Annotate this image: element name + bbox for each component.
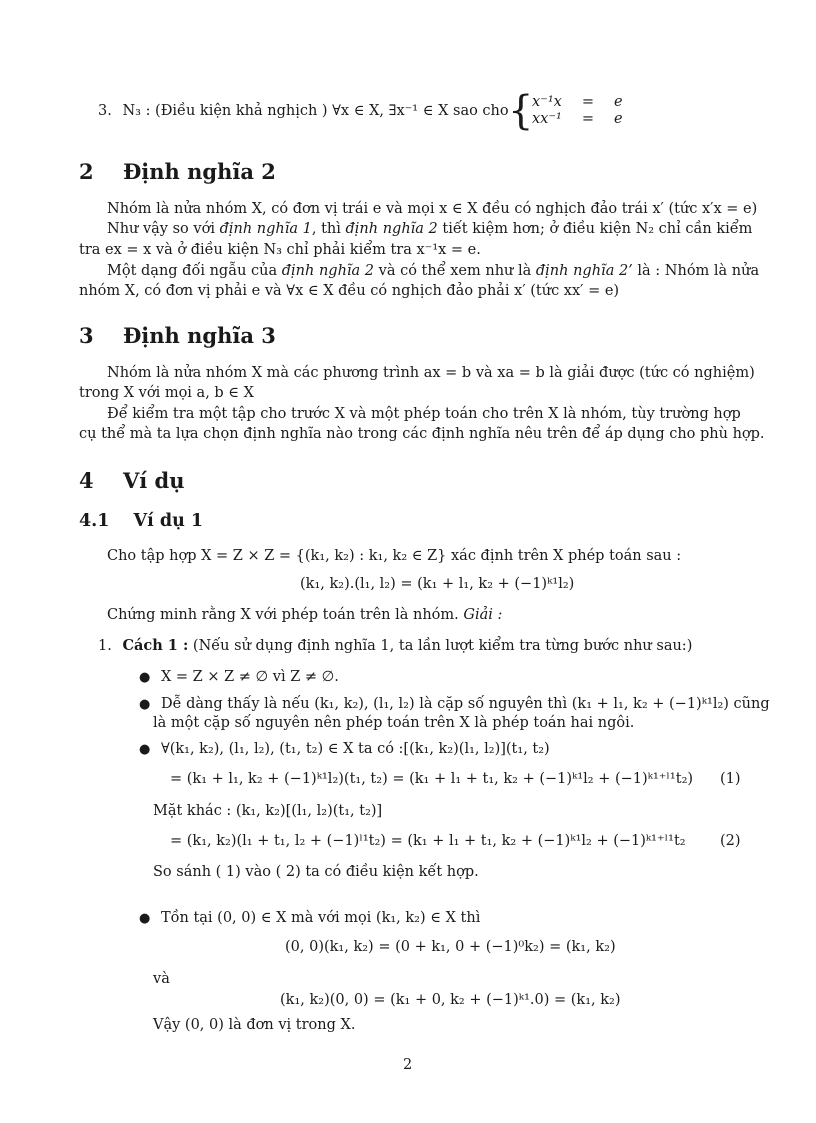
method-1 (98, 636, 692, 656)
equation-1-tag: (1) (720, 771, 741, 787)
section-3-p2-line1: Để kiểm tra một tập cho trước X và một phép toán cho trên X là nhóm, tùy trường hợp (107, 406, 741, 422)
bullet-1 (139, 667, 339, 688)
equation-3: (0, 0)(k₁, k₂) = (0 + k₁, 0 + (−1)⁰k₂) = (k₁, k₂) (285, 939, 616, 955)
bullet-3 (139, 739, 550, 760)
section-4-number: 4 (79, 468, 94, 493)
section-2-p3-e: là : Nhóm là nửa (632, 263, 760, 279)
system-eq1-rhs: e (613, 94, 623, 110)
method-1-label: Cách 1 : (122, 637, 189, 654)
section-2-p2-a: Như vậy so với (107, 221, 220, 237)
section-3-title: Định nghĩa 3 (122, 323, 276, 348)
method-1-text: (Nếu sử dụng định nghĩa 1, ta lần lượt kiểm tra từng bước như sau:) (188, 638, 693, 654)
section-2-title: Định nghĩa 2 (122, 159, 276, 184)
section-3-p1-line2: trong X với mọi a, b ∈ X (79, 385, 254, 401)
item-3-text: N₃ : (Điều kiện khả nghịch ) ∀x ∈ X, ∃x⁻¹ ∈ X sao cho (122, 103, 509, 119)
bullet-2-line1: Dễ dàng thấy là nếu (k₁, k₂), (l₁, l₂) là cặp số nguyên thì (k₁ + l₁, k₂ + (−1)ᵏ¹l₂) cũng (160, 696, 770, 712)
equation-4: (k₁, k₂)(0, 0) = (k₁ + 0, k₂ + (−1)ᵏ¹.0) = (k₁, k₂) (280, 992, 621, 1008)
section-2-p2-c: , thì (311, 221, 346, 237)
compare-line: So sánh ( 1) vào ( 2) ta có điều kiện kết hợp. (153, 864, 479, 880)
system-eq1-lhs: x⁻¹x (532, 94, 562, 110)
section-2-p1: Nhóm là nửa nhóm X, có đơn vị trái e và mọi x ∈ X đều có nghịch đảo trái x′ (tức x′x = e) (107, 201, 758, 217)
equation-2: = (k₁, k₂)(l₁ + t₁, l₂ + (−1)ˡ¹t₂) = (k₁ + l₁ + t₁, k₂ + (−1)ᵏ¹l₂ + (−1)ᵏ¹⁺ˡ¹t₂ (170, 833, 686, 849)
system-eq2-rhs: e (613, 111, 623, 127)
section-2-p2-ref2: định nghĩa 2 (345, 221, 438, 237)
system-eq2-lhs: xx⁻¹ (532, 111, 562, 127)
mat-khac-line: Mặt khác : (k₁, k₂)[(l₁, l₂)(t₁, t₂)] (153, 803, 383, 819)
prove-text: Chứng minh rằng X với phép toán trên là nhóm. (107, 607, 464, 623)
method-1-number: 1. (98, 638, 112, 654)
section-2-p2 (107, 219, 752, 239)
item-3 (98, 101, 509, 121)
section-2-p3-line2: nhóm X, có đơn vị phải e và ∀x ∈ X đều có nghịch đảo phải x′ (tức xx′ = e) (79, 283, 620, 299)
section-2-p2-line2: tra ex = x và ở điều kiện N₃ chỉ phải kiểm tra x⁻¹x = e. (79, 242, 481, 258)
equation-1: = (k₁ + l₁, k₂ + (−1)ᵏ¹l₂)(t₁, t₂) = (k₁ + l₁ + t₁, k₂ + (−1)ᵏ¹l₂ + (−1)ᵏ¹⁺ˡ¹t₂) (170, 771, 694, 787)
equation-2-tag: (2) (720, 833, 741, 849)
bullet-marker: ● (139, 697, 151, 712)
subsection-4-1-number: 4.1 (79, 511, 110, 531)
bullet-1-text: X = Z × Z ≠ ∅ vì Z ≠ ∅. (160, 669, 339, 685)
section-3-number: 3 (79, 323, 94, 348)
section-2-p2-ref1: định nghĩa 1 (219, 221, 312, 237)
section-4-heading (79, 468, 184, 493)
subsection-4-1-title: Ví dụ 1 (133, 511, 204, 531)
and-word: và (153, 971, 170, 987)
section-3-p1-line1: Nhóm là nửa nhóm X mà các phương trình ax = b và xa = b là giải được (tức có nghiệm) (107, 365, 755, 381)
bullet-2 (139, 694, 770, 715)
section-2-p3 (107, 261, 759, 281)
bullet-marker: ● (139, 911, 151, 926)
operation-formula: (k₁, k₂).(l₁, l₂) = (k₁ + l₁, k₂ + (−1)ᵏ¹l₂) (300, 576, 575, 592)
equation-system (526, 94, 629, 128)
section-2-heading (79, 159, 276, 184)
section-2-p3-c: và có thể xem như là (374, 263, 536, 279)
prove-line (107, 605, 502, 625)
system-eq2-op: = (581, 111, 594, 127)
bullet-3-text: ∀(k₁, k₂), (l₁, l₂), (t₁, t₂) ∈ X ta có :[(k₁, k₂)(l₁, l₂)](t₁, t₂) (160, 741, 550, 757)
solution-label: Giải : (463, 607, 503, 623)
conclusion-line: Vậy (0, 0) là đơn vị trong X. (153, 1017, 356, 1033)
section-3-p2-line2: cụ thể mà ta lựa chọn định nghĩa nào trong các định nghĩa nêu trên để áp dụng cho phù hợp. (79, 426, 765, 442)
page-number: 2 (403, 1057, 413, 1073)
section-2-p3-ref2: định nghĩa 2’ (535, 263, 633, 279)
section-3-heading (79, 323, 276, 348)
subsection-4-1-heading (79, 511, 203, 531)
item-3-number: 3. (98, 103, 112, 119)
section-4-title: Ví dụ (122, 468, 185, 493)
bullet-marker: ● (139, 670, 151, 685)
section-2-p3-ref1: định nghĩa 2 (281, 263, 375, 279)
system-eq1-op: = (581, 94, 594, 110)
bullet-4 (139, 908, 480, 929)
section-2-p3-a: Một dạng đối ngẫu của (107, 263, 282, 279)
bullet-4-text: Tồn tại (0, 0) ∈ X mà với mọi (k₁, k₂) ∈ X thì (160, 910, 481, 926)
section-2-number: 2 (79, 159, 94, 184)
section-2-p2-e: tiết kiệm hơn; ở điều kiện N₂ chỉ cần kiểm (437, 221, 753, 237)
bullet-marker: ● (139, 742, 151, 757)
example-intro: Cho tập hợp X = Z × Z = {(k₁, k₂) : k₁, k₂ ∈ Z} xác định trên X phép toán sau : (107, 548, 682, 564)
bullet-2-line2: là một cặp số nguyên nên phép toán trên X là phép toán hai ngôi. (153, 715, 635, 731)
system-brace: { (508, 88, 534, 134)
